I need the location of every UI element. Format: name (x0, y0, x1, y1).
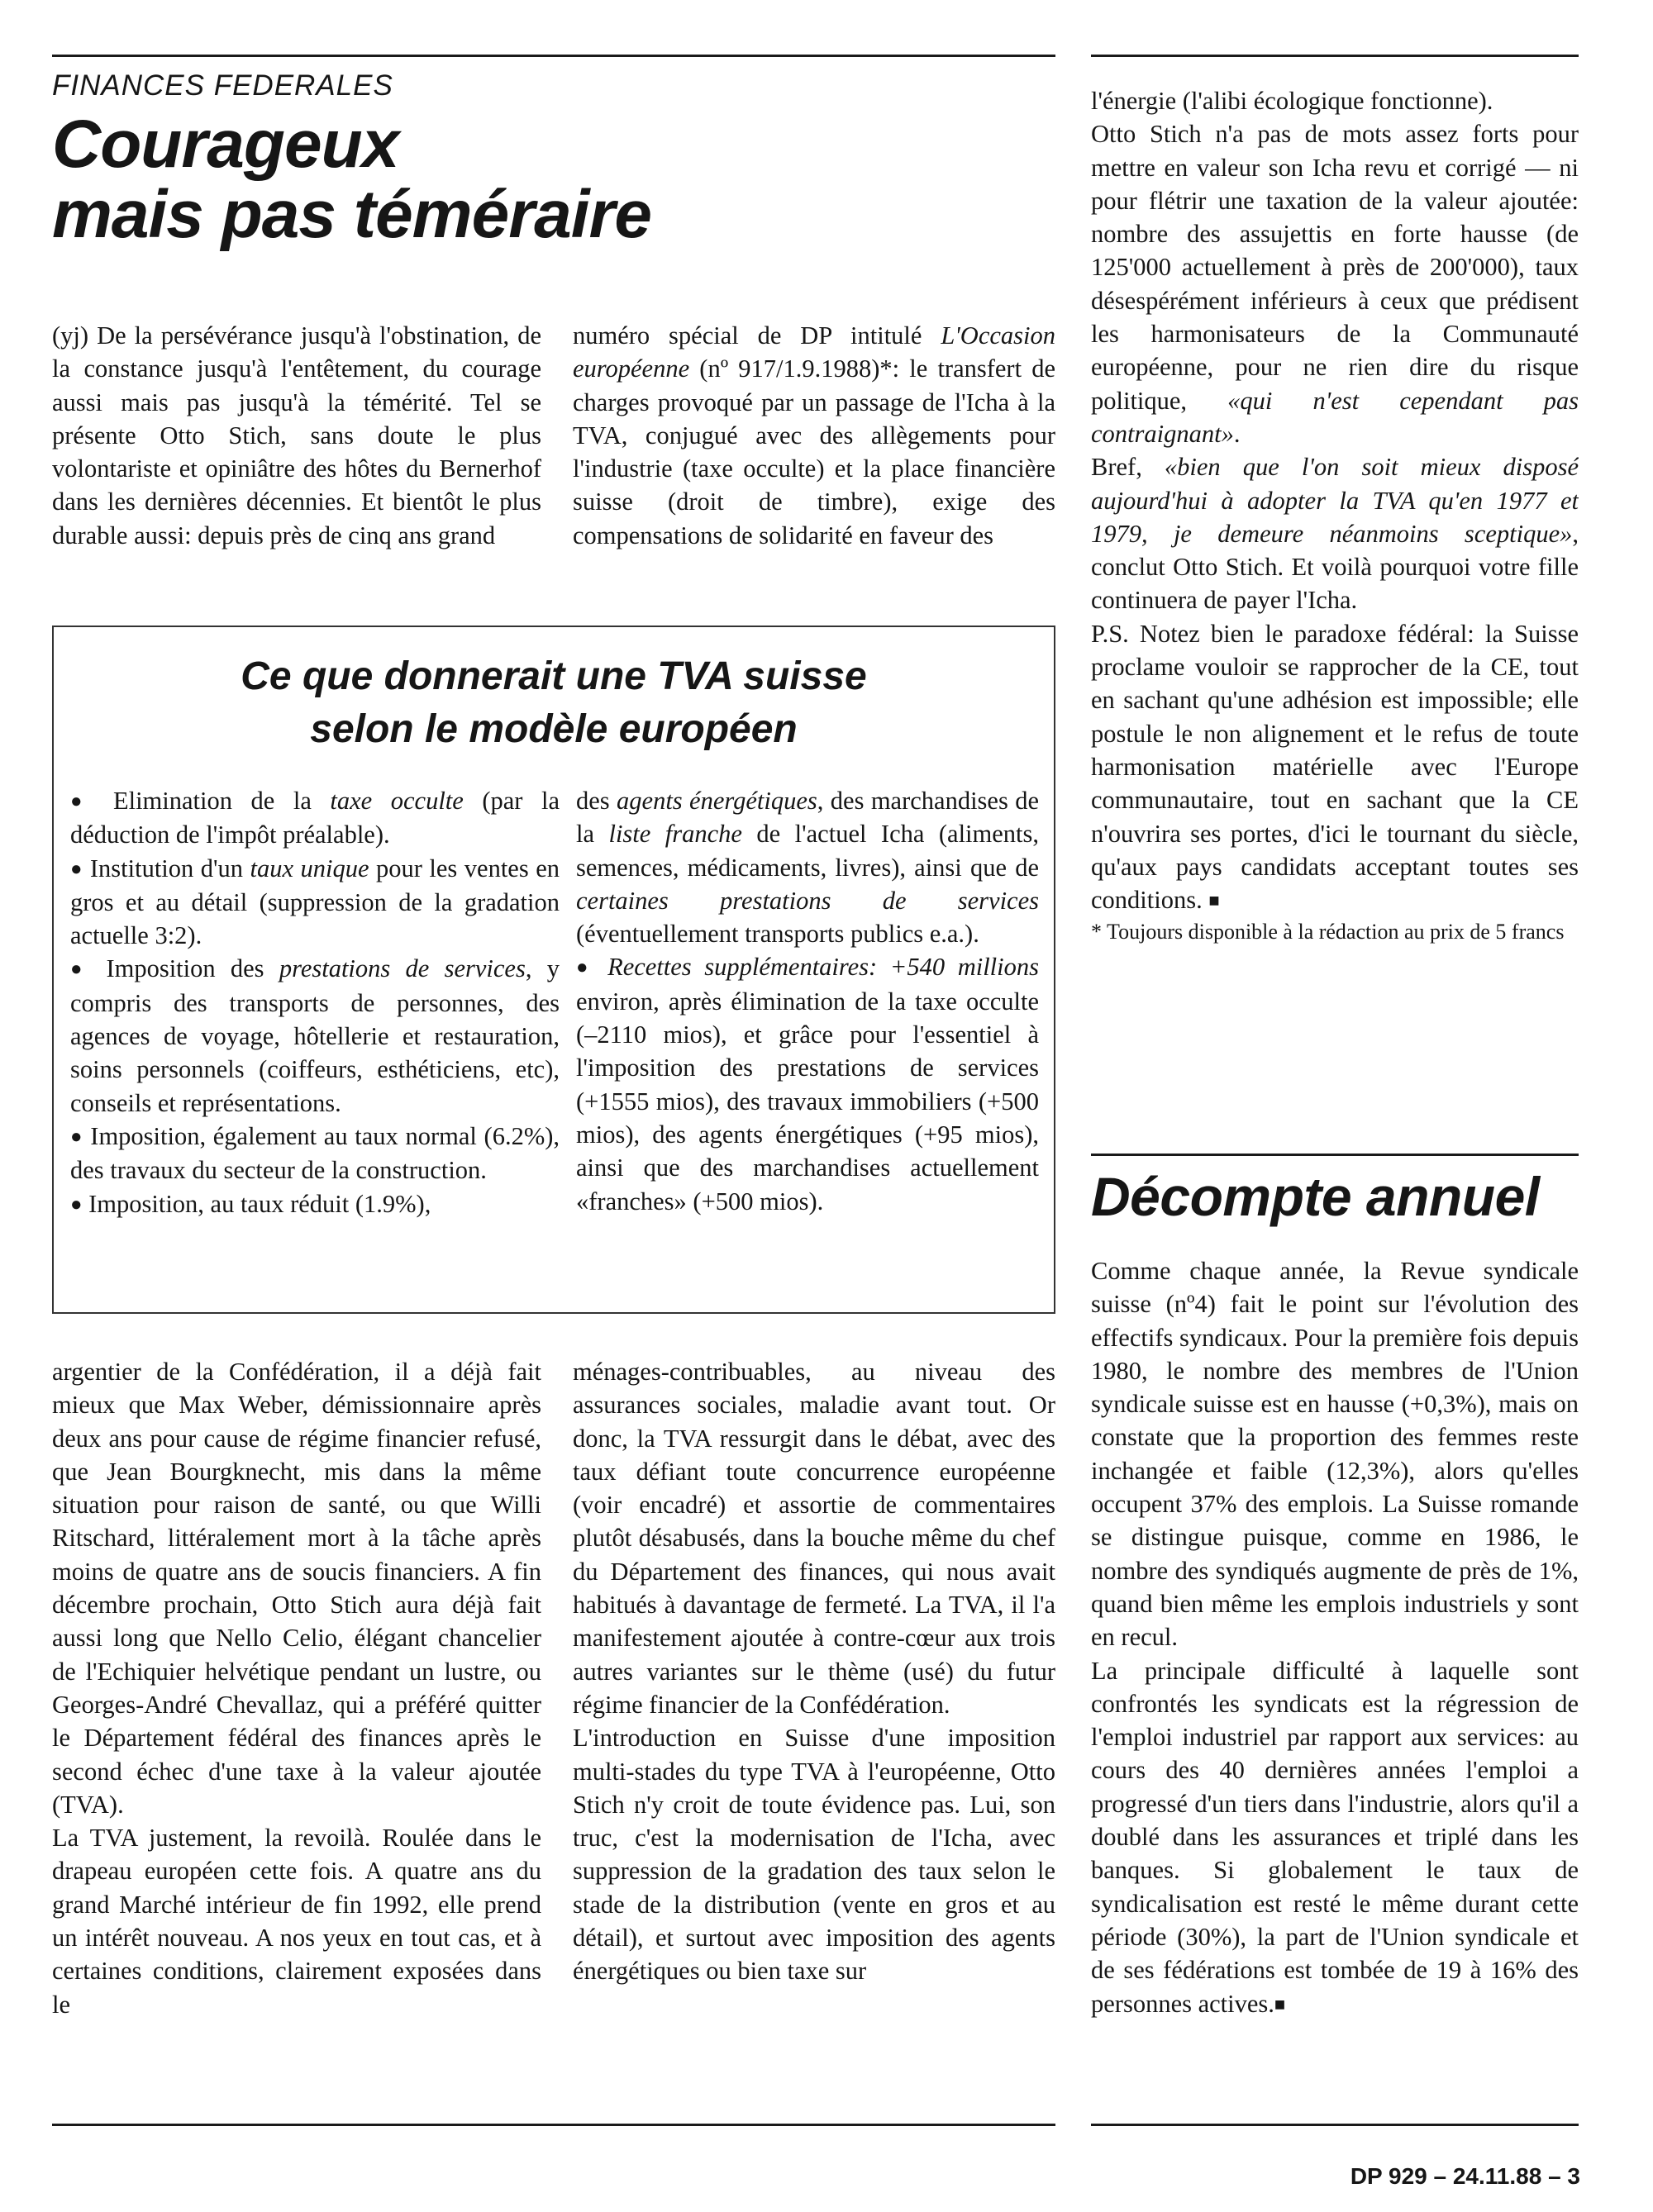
intro-column-2 (573, 319, 1055, 592)
lower-paragraph-3: ménages-contribuables, au niveau des assurances sociales, maladie avant tout. Or donc, la TVA ressurgit dans le débat, avec des taux défiant toute concurrence européenne (voir encadré) et assortie de commentaires plutôt désabusés, dans la bouche même du chef du Département des finances, qui nous avait habitués à davantage de fermeté. La TVA, il l'a manifestement ajoutée à contre-cœur aux trois autres variantes sur le thème (usé) du futur régime financier de la Confédération. (573, 1358, 1055, 1719)
inset-bullet-4 (70, 1120, 560, 1187)
text-run: des (576, 787, 617, 815)
text-emphasis: liste franche (608, 820, 742, 849)
intro-paragraph-2 (573, 319, 1055, 552)
text-run: (éventuellement transports publics e.a.). (576, 920, 979, 949)
right-paragraph-1: l'énergie (l'alibi écologique fonctionne). (1091, 87, 1493, 115)
text-emphasis: taxe occulte (330, 787, 464, 815)
inset-title-line-1: Ce que donnerait une TVA suisse (241, 654, 867, 698)
sidebar-title: Décompte annuel (1091, 1166, 1540, 1227)
lower-paragraph-2: La TVA justement, la revoilà. Roulée dans le drapeau européen cette fois. A quatre ans du grand Marché intérieur de fin 1992, elle prend un intérêt nouveau. A nos yeux en tout cas, et à certaines conditions, clairement exposées dans le (52, 1824, 541, 2019)
bullet-icon: ● (70, 1125, 83, 1148)
top-rule-right (1091, 55, 1579, 57)
bullet-icon: ● (70, 1193, 83, 1215)
text-run: Otto Stich n'a pas de mots assez forts pour mettre en valeur son Icha revu et corrigé — ni pour flétrir une taxation de la valeur ajoutée: nombre des assujettis en forte hausse (de 125'000 actuellement à près de 200'000), taux désespérément inférieurs à ceux que prédisent les harmonisateurs de la Communauté européenne, pour ne rien dire du risque politique, (1091, 120, 1579, 415)
quote: «bien que l'on soit mieux disposé aujourd'hui à adopter la TVA qu'en 1977 et 1979, je demeure néanmoins sceptique» (1091, 453, 1579, 548)
inset-bullet-5-continued (576, 784, 1039, 950)
inset-bullet-5 (70, 1187, 560, 1221)
text-run: numéro spécial de DP intitulé (573, 321, 941, 350)
bullet-icon: ● (70, 858, 83, 880)
text-run: Imposition, également au taux normal (6.2%), des travaux du secteur de la construction. (70, 1121, 560, 1185)
text-emphasis: certaines prestations de services (576, 886, 1039, 915)
text-run: Elimination de la (112, 787, 331, 815)
right-paragraph-4 (1091, 617, 1579, 918)
intro-column-1 (52, 319, 541, 592)
lower-column-1 (52, 1355, 541, 2107)
sidebar-column (1091, 1254, 1579, 2114)
bottom-rule-right (1091, 2124, 1579, 2126)
lower-column-2 (573, 1355, 1055, 2107)
text-run: (nº 917/1.9.1988)*: le transfert de charges provoqué par un passage de l'Icha à la TVA, conjugué avec des allègements pour l'industrie (taxe occulte) et la place financière suisse (droit de timbre), exige des compensations de solidarité en faveur des (573, 354, 1055, 549)
bottom-rule-main (52, 2124, 1055, 2126)
right-column-article (1091, 84, 1579, 1142)
inset-column-1 (70, 784, 560, 1305)
text-emphasis: Recettes supplémentaires: +540 millions (607, 953, 1039, 982)
sidebar-rule (1091, 1154, 1579, 1156)
lower-paragraph-1: argentier de la Confédération, il a déjà fait mieux que Max Weber, démissionnaire après deux ans pour cause de régime financier refusé, que Jean Bourgknecht, mis dans la même situation pour raison de santé, ou que Willi Ritschard, littéralement mort à la tâche après moins de quatre ans de soucis financiers. A fin décembre prochain, Otto Stich aura déjà fait aussi long que Nello Celio, élégant chancelier de l'Echiquier helvétique pendant un lustre, ou Georges-André Chevallaz, qui a préféré quitter le Département fédéral des finances après le second échec d'une taxe à la valeur ajoutée (TVA). (52, 1358, 541, 1819)
top-rule-main (52, 55, 1055, 57)
text-run: La principale difficulté à laquelle sont confrontés les syndicats est la régression de l'emploi industriel par rapport aux services: au cours des 40 dernières années l'emploi a progressé d'un tiers dans l'industrie, alors qu'il a doublé dans les assurances et triplé dans les banques. Si globalement le taux de syndicalisation est resté le même durant cette période (30%), la part de l'Union syndicale et de ses fédérations est tombée de 19 à 16% des personnes actives. (1091, 1656, 1579, 2018)
inset-title (54, 650, 1054, 756)
dp-issue-title: L'Occasion européenne (573, 321, 1055, 383)
inset-title-line-2: selon le modèle européen (310, 707, 798, 751)
sidebar-paragraph-1: Comme chaque année, la Revue syndicale suisse (nº4) fait le point sur l'évolution des effectifs syndicaux. Pour la première fois depuis 1980, le nombre des membres de l'Union syndicale suisse est en hausse (+0,3%), mais on constate que la proportion des femmes reste inchangée et faible (12,3%), alors qu'elles occupent 37% des emplois. La Suisse romande se distingue puisque, comme en 1986, le nombre des syndiqués augmente de près de 1%, quand bien même les emplois industriels y sont en recul. (1091, 1257, 1579, 1652)
bullet-icon: ● (576, 957, 595, 979)
text-run: P.S. Notez bien le paradoxe fédéral: la Suisse proclame vouloir se rapprocher de la CE, tout en sachant qu'une adhésion est impossible; elle postule le non alignement et le refus de toute harmonisation matérielle avec l'Europe communautaire, tout en sachant que la CE n'ouvrira ses portes, d'ici le tournant du siècle, qu'aux pays candidats acceptant toutes ses conditions. (1091, 619, 1579, 915)
text-emphasis: prestations de services (279, 954, 526, 983)
headline-line-1: Courageux (52, 107, 399, 182)
end-mark-icon: ■ (1208, 890, 1220, 911)
right-paragraph-3 (1091, 450, 1579, 616)
text-run: , conclut Otto Stich. Et voilà pourquoi votre fille continuera de payer l'Icha. (1091, 519, 1579, 615)
quote: «qui n'est cependant pas contraignant» (1091, 386, 1579, 448)
inset-bullet-3 (70, 952, 560, 1119)
bullet-icon: ● (70, 959, 92, 981)
headline-line-2: mais pas téméraire (52, 177, 652, 252)
article-headline (52, 109, 651, 250)
inset-column-2 (576, 784, 1039, 1305)
bullet-icon: ● (70, 791, 95, 812)
text-run: Bref, (1091, 453, 1165, 482)
text-run: (par la déduction de l'impôt préalable). (70, 787, 560, 849)
inset-bullet-2 (70, 852, 560, 953)
section-kicker: FINANCES FEDERALES (52, 69, 393, 102)
text-run: Imposition, au taux réduit (1.9%), (88, 1189, 431, 1218)
text-emphasis: taux unique (250, 854, 369, 882)
text-run: . (1233, 419, 1241, 448)
text-emphasis: agents énergétiques (617, 787, 817, 815)
end-mark-icon: ■ (1274, 1993, 1286, 2015)
text-run: environ, après élimination de la taxe occulte (–2110 mios), et grâce pour l'essentiel à l'imposition des prestations de services (+1555 mios), des travaux immobiliers (+500 mios), des agents énergétiques (+95 mios), ainsi que des marchandises actuellement «franches» (+500 mios). (576, 987, 1039, 1215)
text-run: de l'actuel Icha (aliments, semences, médicaments, livres), ainsi que de (576, 820, 1039, 882)
text-run: , des marchandises de la (576, 787, 1039, 849)
sidebar-paragraph-2 (1091, 1654, 1579, 2021)
footnote: * Toujours disponible à la rédaction au prix de 5 francs (1091, 920, 1565, 944)
text-run: pour les ventes en gros et au détail (suppression de la gradation actuelle 3:2). (70, 854, 560, 950)
intro-paragraph-1: (yj) De la persévérance jusqu'à l'obstination, de la constance jusqu'à l'entêtement, du courage aussi mais pas jusqu'à la témérité. Tel se présente Otto Stich, sans doute le plus volontariste et opiniâtre des hôtes du Bernerhof dans les dernières décennies. Et bientôt le plus durable aussi: depuis près de cinq ans grand (52, 321, 541, 549)
inset-box (52, 626, 1055, 1314)
text-run: Institution d'un (89, 854, 250, 882)
inset-bullet-6 (576, 950, 1039, 1217)
page-folio: DP 929 – 24.11.88 – 3 (1350, 2163, 1580, 2189)
text-run: Imposition des (106, 954, 279, 983)
lower-paragraph-4: L'introduction en Suisse d'une imposition multi-stades du type TVA à l'européenne, Otto Stich n'y croit de toute évidence pas. Lui, son truc, c'est la modernisation de l'Icha, avec suppression de la gradation des taux selon le stade de la distribution (vente en gros et au détail), et surtout avec imposition des agents énergétiques ou bien taxe sur (573, 1724, 1055, 1986)
right-paragraph-2 (1091, 117, 1579, 450)
inset-bullet-1 (70, 784, 560, 852)
text-run: , y compris des transports de personnes, des agences de voyage, hôtellerie et restauration, soins personnels (coiffeurs, esthéticiens, etc), conseils et représentations. (70, 954, 560, 1117)
